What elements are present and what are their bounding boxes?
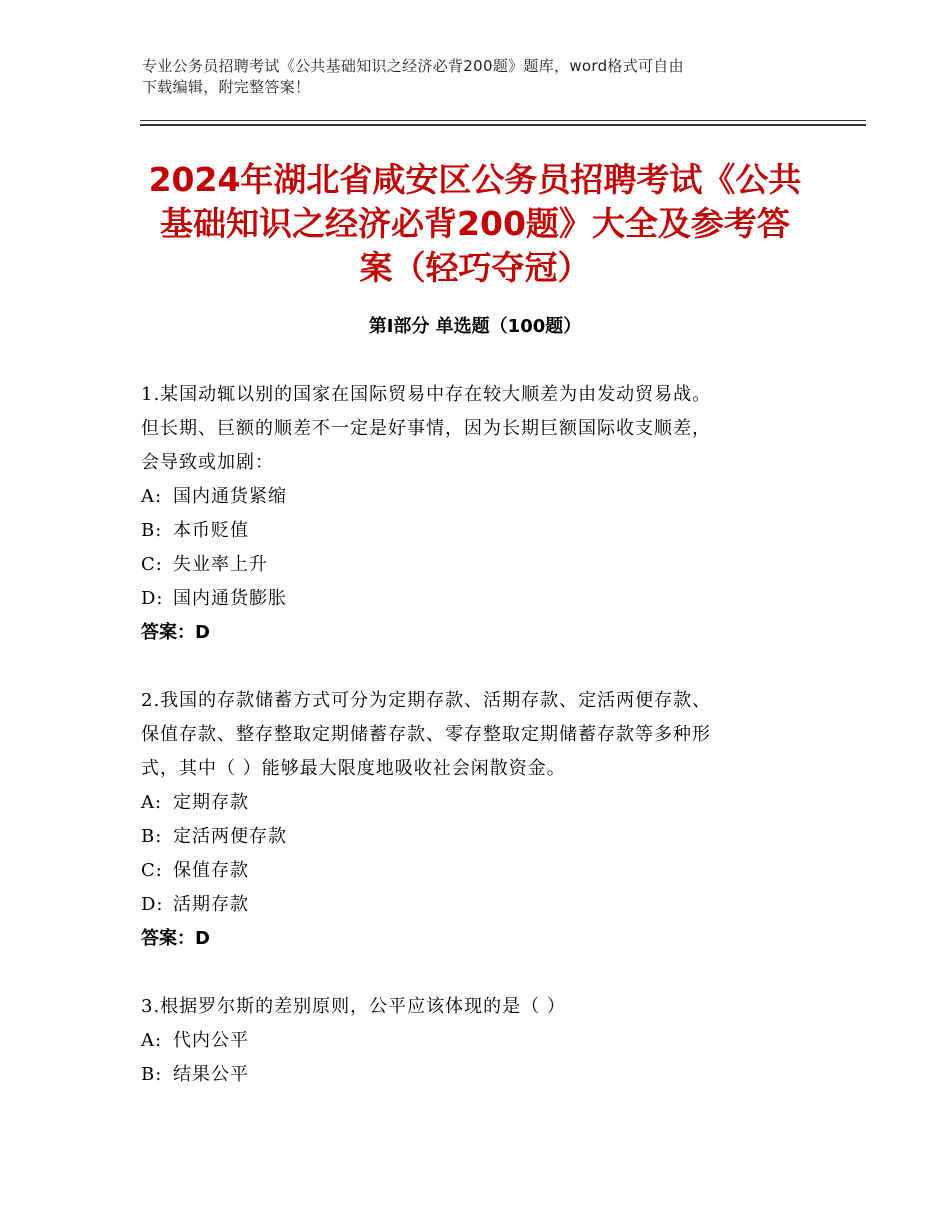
option-text: 国内通货紧缩 <box>173 486 287 507</box>
question-stem-line: 2.我国的存款储蓄方式可分为定期存款、活期存款、定活两便存款、 <box>141 690 712 711</box>
section-title: 第Ⅰ部分 单选题（100题） <box>368 316 582 337</box>
header-note-line-1: 专业公务员招聘考试《公共基础知识之经济必背200题》题库，word格式可自由 <box>142 57 684 75</box>
option-text: 代内公平 <box>173 1030 249 1051</box>
option-b <box>141 820 821 854</box>
option-d <box>141 582 821 616</box>
header-divider-bottom <box>140 124 866 126</box>
question-stem <box>141 684 821 786</box>
question-stem <box>141 990 821 1024</box>
option-d <box>141 888 821 922</box>
option-letter: D: <box>141 894 164 915</box>
option-a <box>141 1024 821 1058</box>
answer-line: 答案：D <box>141 622 210 643</box>
option-b <box>141 1058 821 1092</box>
header-note-line-2: 下载编辑，附完整答案！ <box>142 78 311 96</box>
question-3 <box>141 990 821 1092</box>
question-stem-line: 1.某国动辄以别的国家在国际贸易中存在较大顺差为由发动贸易战。 <box>141 384 712 405</box>
option-c <box>141 548 821 582</box>
option-a <box>141 786 821 820</box>
question-stem-line: 3.根据罗尔斯的差别原则，公平应该体现的是（ ） <box>141 996 566 1017</box>
header-divider-top <box>140 120 866 121</box>
option-letter: C: <box>141 860 163 881</box>
option-letter: B: <box>141 520 163 541</box>
title-line-3: 案（轻巧夺冠） <box>359 248 591 287</box>
option-text: 结果公平 <box>173 1064 249 1085</box>
document-title <box>120 158 830 290</box>
question-list <box>141 378 821 1126</box>
option-letter: D: <box>141 588 164 609</box>
title-line-2: 基础知识之经济必背200题》大全及参考答 <box>160 204 790 243</box>
question-stem-line: 但长期、巨额的顺差不一定是好事情，因为长期巨额国际收支顺差， <box>141 418 711 439</box>
option-text: 失业率上升 <box>173 554 268 575</box>
question-stem-line: 保值存款、整存整取定期储蓄存款、零存整取定期储蓄存款等多种形 <box>141 724 711 745</box>
option-text: 活期存款 <box>173 894 249 915</box>
option-letter: A: <box>141 486 163 507</box>
question-stem-line: 会导致或加剧： <box>141 452 274 473</box>
option-text: 本币贬值 <box>173 520 249 541</box>
option-a <box>141 480 821 514</box>
answer-line: 答案：D <box>141 928 210 949</box>
question-stem <box>141 378 821 480</box>
option-letter: A: <box>141 1030 163 1051</box>
option-text: 定活两便存款 <box>173 826 287 847</box>
option-letter: B: <box>141 1064 163 1085</box>
question-1 <box>141 378 821 650</box>
question-2 <box>141 684 821 956</box>
option-letter: A: <box>141 792 163 813</box>
title-line-1: 2024年湖北省咸安区公务员招聘考试《公共 <box>148 160 802 199</box>
option-b <box>141 514 821 548</box>
option-text: 定期存款 <box>173 792 249 813</box>
option-text: 保值存款 <box>173 860 249 881</box>
question-stem-line: 式，其中（ ）能够最大限度地吸收社会闲散资金。 <box>141 758 566 779</box>
option-text: 国内通货膨胀 <box>173 588 287 609</box>
option-letter: B: <box>141 826 163 847</box>
option-c <box>141 854 821 888</box>
option-letter: C: <box>141 554 163 575</box>
header-note <box>142 56 822 98</box>
